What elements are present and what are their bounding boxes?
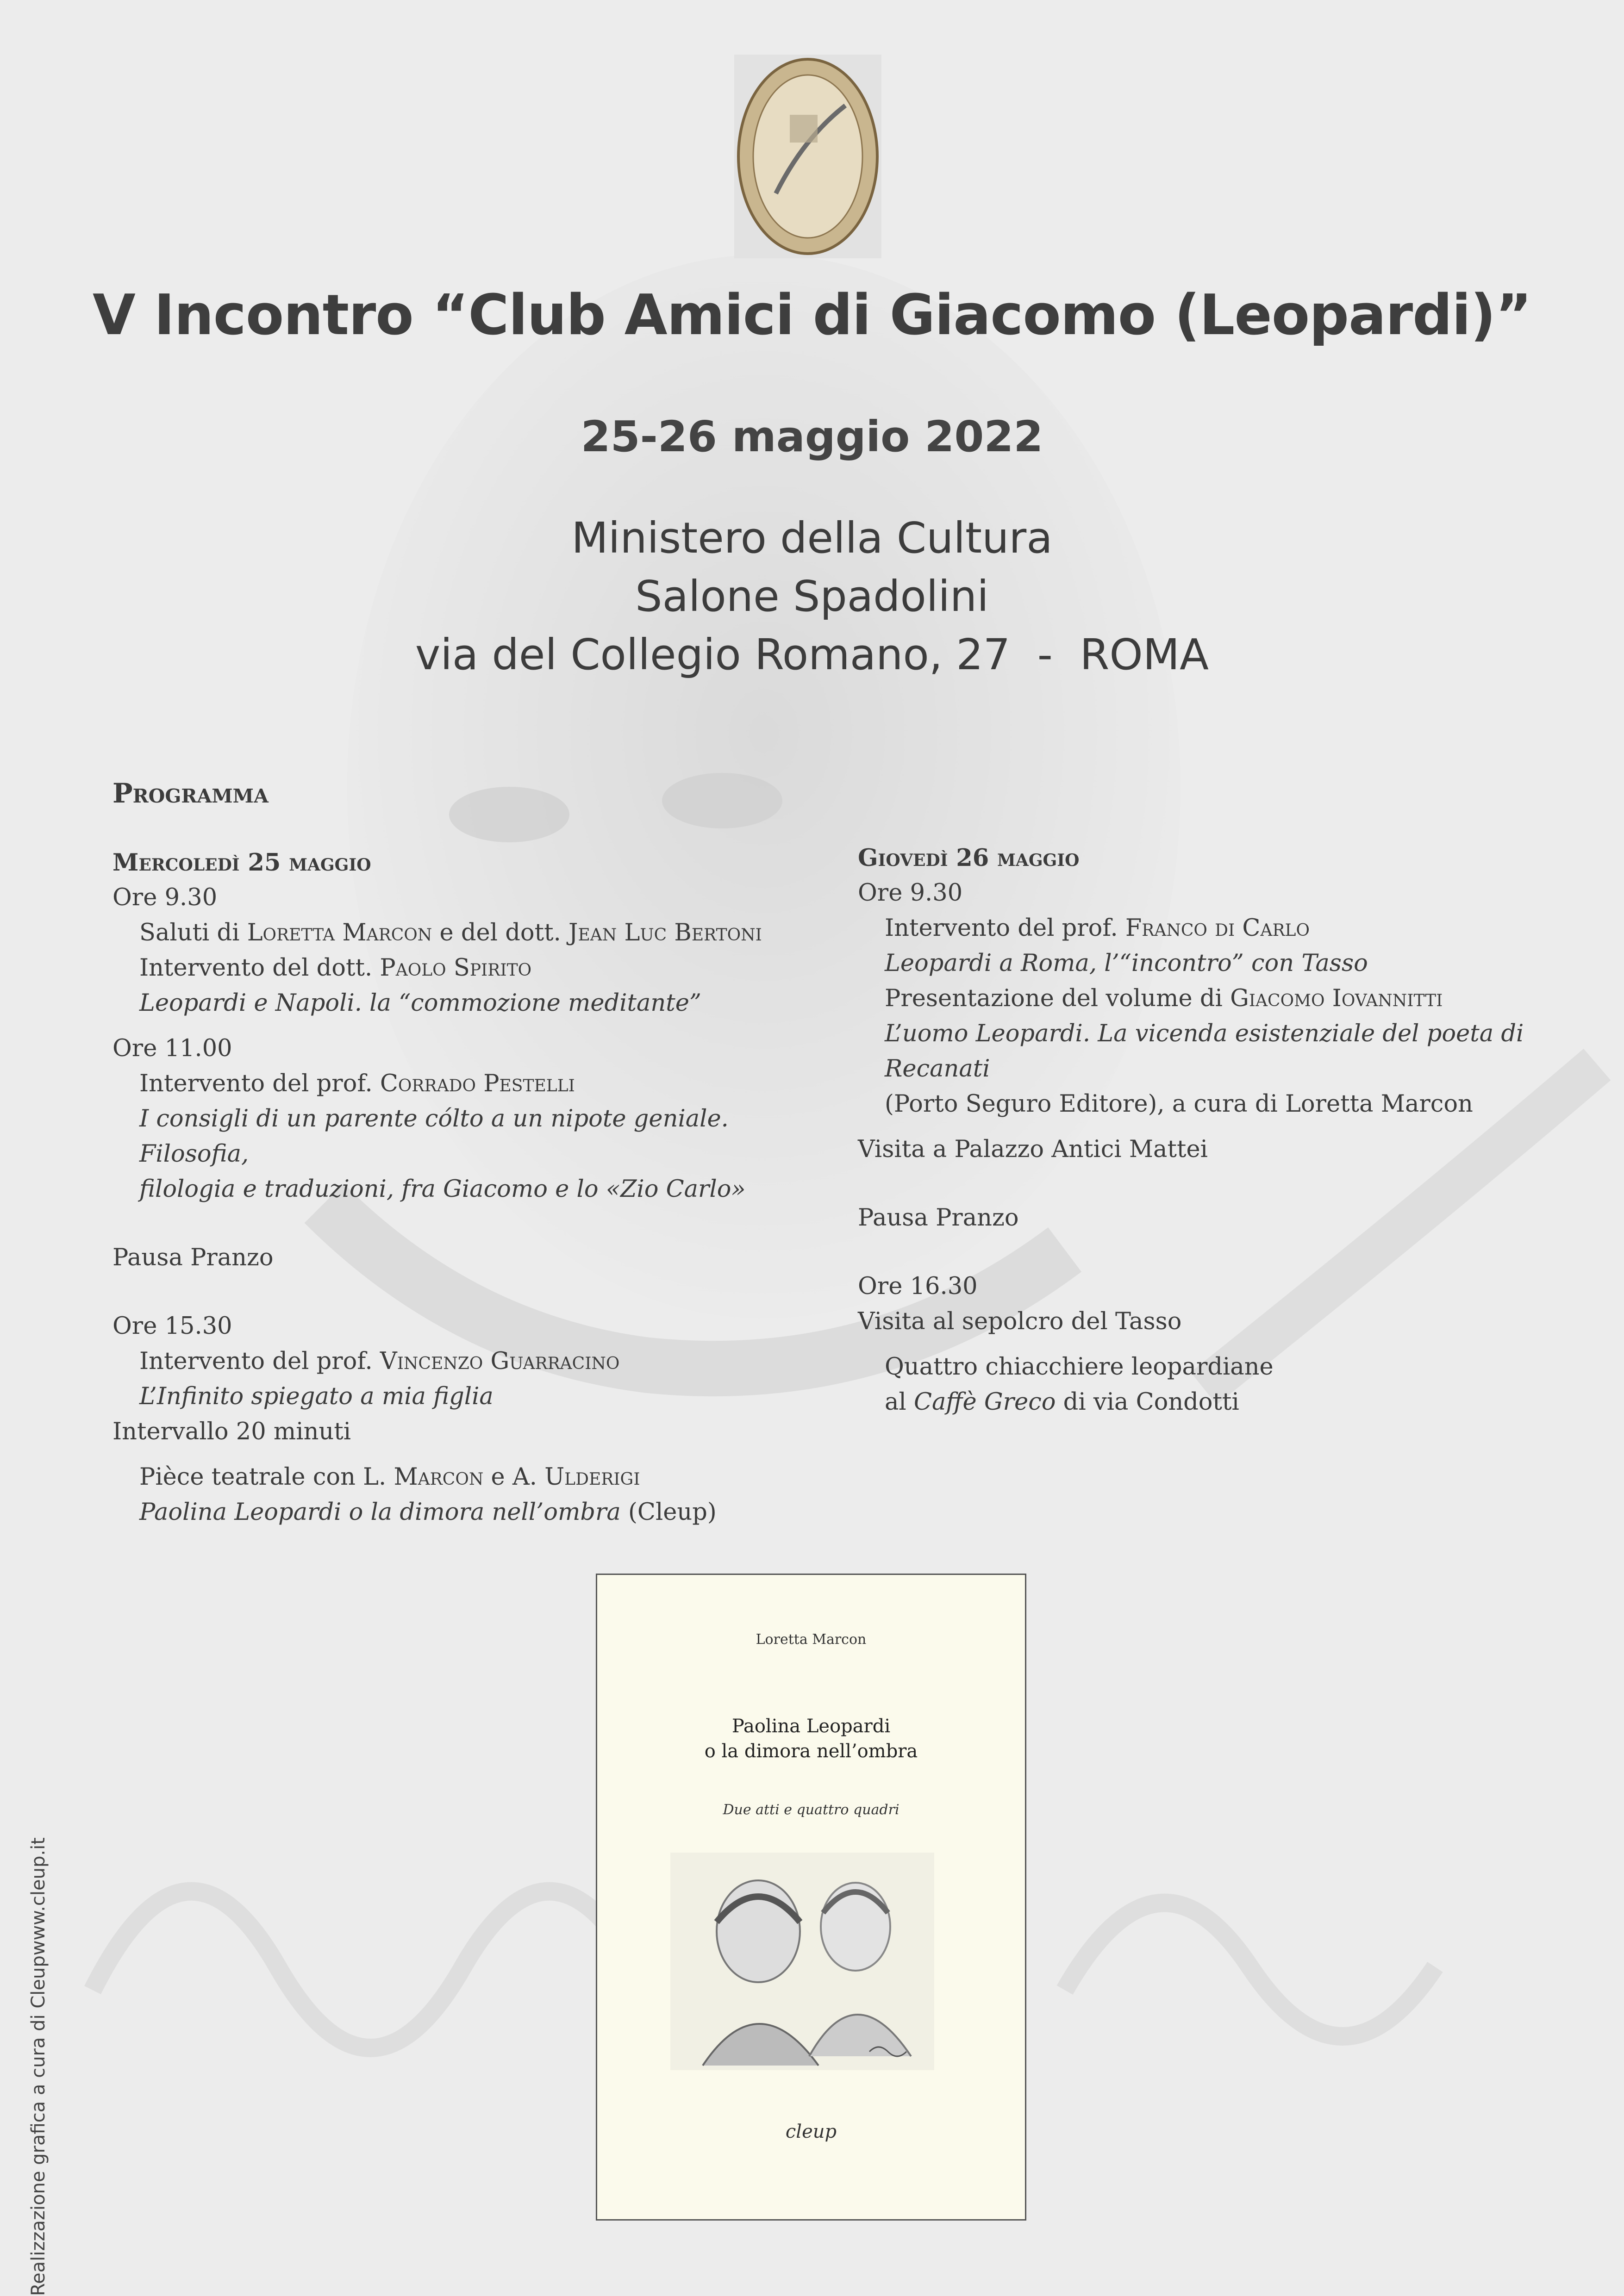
club-logo-seal	[734, 55, 881, 258]
cafe-name: Caffè Greco	[913, 1388, 1056, 1416]
day1-session1-talk	[112, 951, 821, 986]
speaker-name: Corrado Pestelli	[380, 1070, 575, 1097]
speaker-name: Franco di Carlo	[1125, 915, 1310, 942]
day2-session2-time: Ore 16.30	[858, 1273, 978, 1300]
book-title-line: o la dimora nell’ombra	[704, 1741, 918, 1762]
speaker-name: Jean Luc Bertoni	[568, 919, 762, 946]
venue-line: Salone Spadolini	[635, 572, 989, 621]
text: Presentazione del volume di	[885, 985, 1230, 1012]
event-title: V Incontro “Club Amici di Giacomo (Leopardi)”	[93, 283, 1531, 348]
day2-chat-line2	[858, 1385, 1580, 1420]
day1-label: Mercoledì 25 maggio	[112, 849, 371, 877]
day2-label: Giovedì 26 maggio	[858, 844, 1080, 872]
programme-heading: Programma	[112, 778, 269, 809]
day1-lunch: Pausa Pranzo	[112, 1244, 274, 1271]
day2-lunch: Pausa Pranzo	[858, 1204, 1019, 1232]
day1-theatre-piece	[112, 1460, 821, 1495]
text: Saluti di	[139, 919, 247, 946]
day1-session3-talk-title: L’Infinito spiegato a mia figlia	[139, 1383, 493, 1410]
day1-session2-talk-title-cont: filologia e traduzioni, fra Giacomo e lo «Zio Carlo»	[139, 1176, 746, 1203]
speaker-name: Vincenzo Guarracino	[380, 1348, 620, 1375]
event-venue	[0, 509, 1624, 684]
day1-theatre-title	[112, 1495, 821, 1530]
graphic-credit	[28, 1741, 49, 2296]
club-amici-di-giacomo-seal-icon	[734, 55, 881, 258]
speaker-name: Marcon	[394, 1463, 484, 1491]
day2-session1-talk-title: Leopardi a Roma, l’“incontro” con Tasso	[885, 950, 1368, 977]
day1-session2-time: Ore 11.00	[112, 1035, 232, 1062]
day1-session1-talk-title: Leopardi e Napoli. la “commozione meditante”	[139, 989, 701, 1017]
day2-visit2: Visita al sepolcro del Tasso	[858, 1308, 1182, 1335]
programme-day2	[858, 840, 1580, 1420]
book-title-line: Paolina Leopardi	[731, 1716, 891, 1737]
day1-session1-greetings	[112, 915, 821, 951]
day1-session1-time: Ore 9.30	[112, 884, 218, 911]
day2-book-publisher: (Porto Seguro Editore), a cura di Loretta Marcon	[885, 1090, 1473, 1118]
speaker-name: Loretta Marcon	[247, 919, 432, 946]
day1-session2-talk-title: I consigli di un parente cólto a un nipote geniale. Filosofia,	[139, 1105, 729, 1168]
credit-text: Realizzazione grafica a cura di Cleup	[28, 1955, 49, 2296]
day2-book-title: L’uomo Leopardi. La vicenda esistenziale del poeta di Recanati	[885, 1020, 1524, 1083]
book-author: Loretta Marcon	[756, 1631, 867, 1648]
programme-day1	[112, 845, 821, 1530]
book-title	[597, 1714, 1025, 1764]
text: e del dott.	[432, 919, 569, 946]
text: Intervento del dott.	[139, 954, 380, 982]
day1-session2-talk	[112, 1066, 821, 1101]
day2-visit1: Visita a Palazzo Antici Mattei	[858, 1136, 1208, 1163]
day2-session1-talk	[858, 911, 1580, 946]
text: di via Condotti	[1056, 1388, 1239, 1416]
day1-session3-talk	[112, 1344, 821, 1379]
portrait-sketch-icon	[670, 1853, 934, 2070]
speaker-name: Giacomo Iovannitti	[1230, 985, 1443, 1012]
day1-session3-time: Ore 15.30	[112, 1313, 232, 1340]
text: Intervento del prof.	[885, 915, 1125, 942]
text: Intervento del prof.	[139, 1070, 380, 1097]
text: Pièce teatrale con L.	[139, 1463, 394, 1491]
day2-book-presentation	[858, 981, 1580, 1016]
book-publisher-logo: cleup	[785, 2121, 837, 2142]
text: e A.	[483, 1463, 545, 1491]
text: Paolina Leopardi o la dimora nell’ombra	[139, 1499, 621, 1526]
venue-line: Ministero della Cultura	[571, 513, 1053, 563]
text: Intervento del prof.	[139, 1348, 380, 1375]
day2-session1-time: Ore 9.30	[858, 879, 963, 907]
book-cover	[596, 1574, 1026, 2221]
book-subtitle: Due atti e quattro quadri	[723, 1802, 899, 1818]
day1-interval: Intervallo 20 minuti	[112, 1418, 351, 1445]
text: (Cleup)	[620, 1499, 717, 1526]
speaker-name: Paolo Spirito	[380, 954, 532, 982]
text: al	[885, 1388, 914, 1416]
venue-line: via del Collegio Romano, 27 - ROMA	[415, 630, 1209, 679]
credit-website-link[interactable]: www.cleup.it	[28, 1837, 49, 1956]
event-date: 25-26 maggio 2022	[581, 412, 1043, 461]
speaker-name: Ulderigi	[544, 1463, 640, 1491]
day2-chat-line1: Quattro chiacchiere leopardiane	[885, 1353, 1274, 1381]
